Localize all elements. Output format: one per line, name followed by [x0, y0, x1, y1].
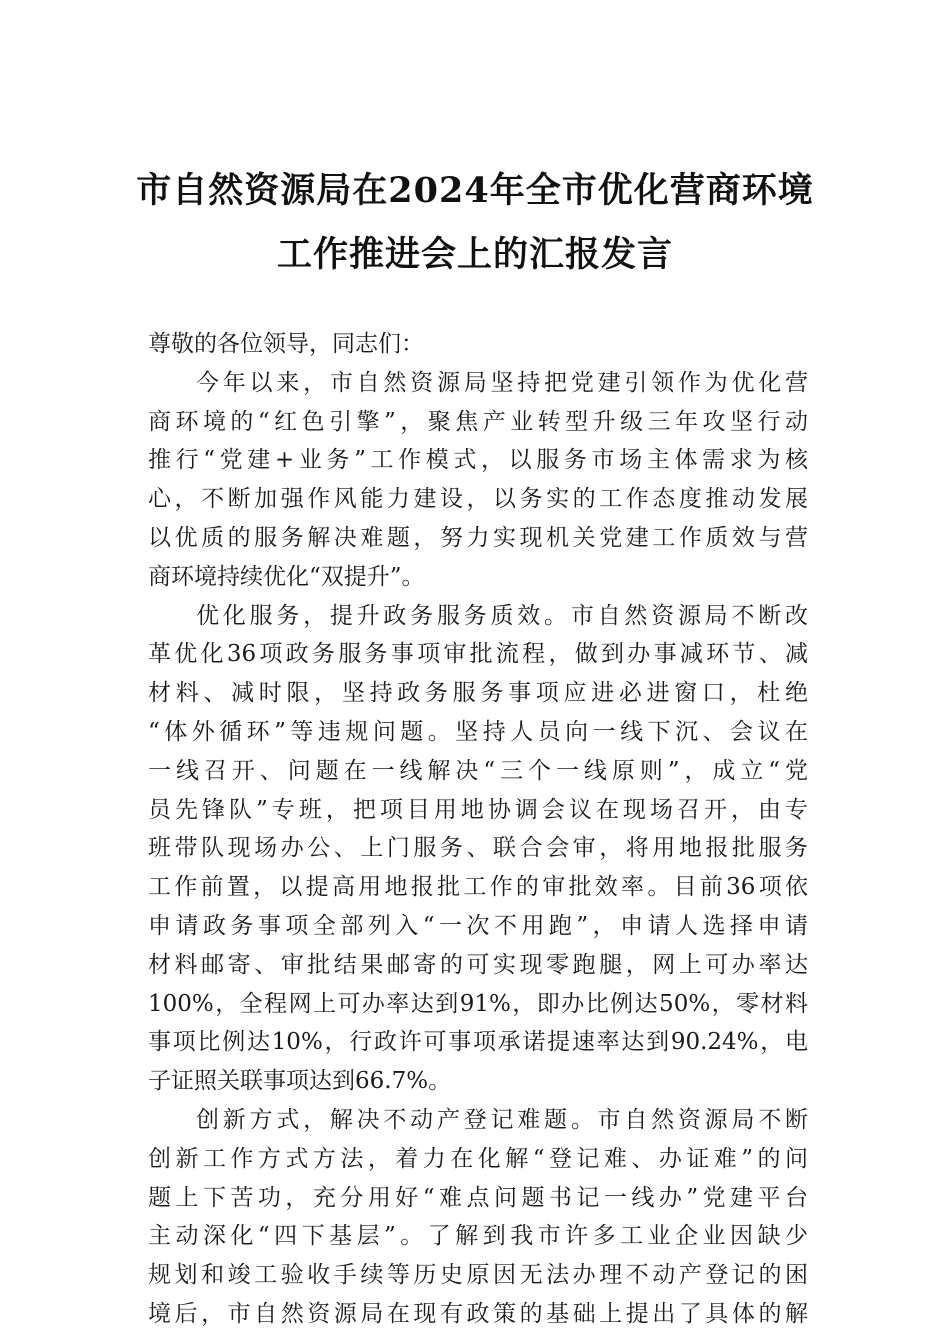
paragraph-line: 主动深化“四下基层”。了解到我市许多工业企业因缺少 — [148, 1223, 808, 1250]
paragraph-line: 境后，市自然资源局在现有政策的基础上提出了具体的解 — [148, 1300, 808, 1327]
document-title-line-1: 市自然资源局在2024年全市优化营商环境 — [136, 170, 814, 211]
paragraph-line: 子证照关联事项达到66.7%。 — [148, 1068, 452, 1095]
paragraph-line: 革优化36项政务服务事项审批流程，做到办事减环节、减 — [148, 641, 808, 668]
paragraph-line: 规划和竣工验收手续等历史原因无法办理不动产登记的困 — [148, 1262, 808, 1289]
paragraph-line: 商环境持续优化“双提升”。 — [148, 563, 425, 590]
paragraph-line: 班带队现场办公、上门服务、联合会审，将用地报批服务 — [148, 835, 808, 862]
paragraph-line: 题上下苦功，充分用好“难点问题书记一线办”党建平台 — [148, 1184, 808, 1211]
paragraph-line: 推行“党建+业务”工作模式，以服务市场主体需求为核 — [148, 447, 808, 474]
paragraph-line: 创新方式，解决不动产登记难题。市自然资源局不断 — [196, 1106, 808, 1133]
paragraph-line: 商环境的“红色引擎”，聚焦产业转型升级三年攻坚行动 — [148, 408, 808, 435]
paragraph-line: 今年以来，市自然资源局坚持把党建引领作为优化营 — [196, 369, 808, 396]
salutation: 尊敬的各位领导，同志们： — [148, 331, 424, 357]
paragraph-line: 优化服务，提升政务服务质效。市自然资源局不断改 — [196, 602, 808, 629]
paragraph-line: 100%，全程网上可办率达到91%，即办比例达50%，零材料 — [148, 990, 808, 1017]
paragraph-line: 心，不断加强作风能力建设，以务实的工作态度推动发展 — [148, 486, 808, 513]
paragraph-line: 以优质的服务解决难题，努力实现机关党建工作质效与营 — [148, 524, 808, 551]
paragraph-line: 工作前置，以提高用地报批工作的审批效率。目前36项依 — [148, 874, 808, 901]
paragraph-line: 创新工作方式方法，着力在化解“登记难、办证难”的问 — [148, 1145, 808, 1172]
paragraph-line: “体外循环”等违规问题。坚持人员向一线下沉、会议在 — [148, 718, 808, 745]
paragraph-line: 一线召开、问题在一线解决“三个一线原则”，成立“党 — [148, 757, 808, 784]
paragraph-line: 事项比例达10%，行政许可事项承诺提速率达到90.24%，电 — [148, 1029, 808, 1056]
document-body — [148, 325, 808, 1334]
paragraph-line: 材料、减时限，坚持政务服务事项应进必进窗口，杜绝 — [148, 680, 808, 707]
paragraph-line: 员先锋队”专班，把项目用地协调会议在现场召开，由专 — [148, 796, 808, 823]
paragraph-line: 申请政务事项全部列入“一次不用跑”，申请人选择申请 — [148, 912, 808, 939]
document-title-line-2: 工作推进会上的汇报发言 — [276, 234, 673, 275]
paragraph-line: 材料邮寄、审批结果邮寄的可实现零跑腿，网上可办率达 — [148, 951, 808, 978]
